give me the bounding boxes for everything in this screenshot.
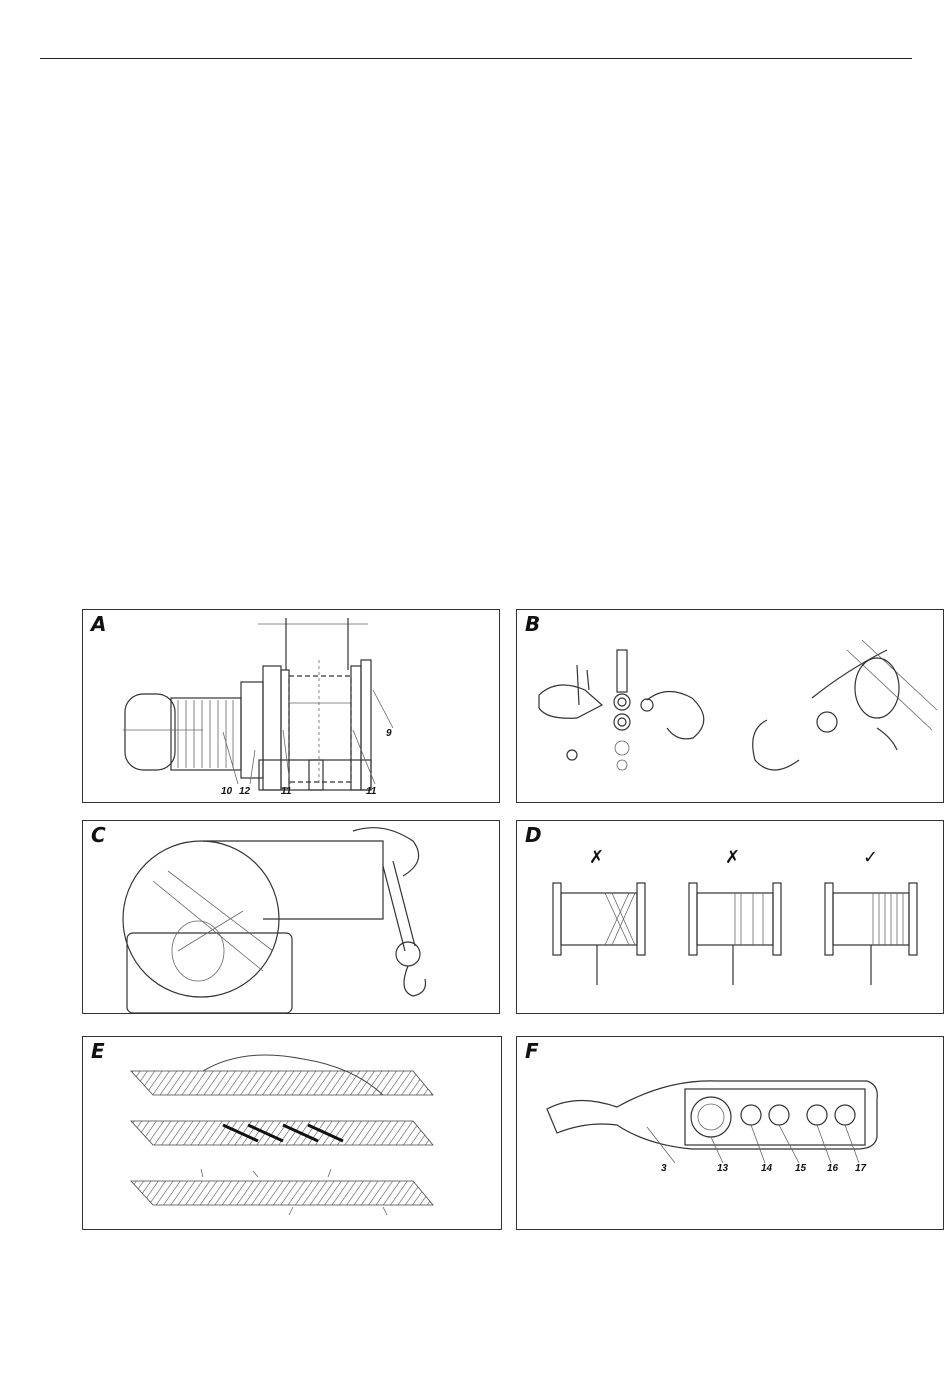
panel-label: A [91, 612, 107, 636]
callout-11-right: 11 [366, 786, 377, 797]
figure-panel-e [82, 1036, 502, 1230]
correct-mark: ✓ [863, 847, 879, 868]
rope-damage-drawing [83, 1037, 503, 1231]
figure-panel-d [516, 820, 944, 1014]
panel-label: E [91, 1039, 105, 1063]
callout-3: 3 [661, 1163, 667, 1174]
callout-17: 17 [855, 1163, 867, 1174]
callout-14: 14 [761, 1163, 773, 1174]
callout-16: 16 [827, 1163, 839, 1174]
figure-panel-a [82, 609, 500, 803]
incorrect-mark: ✗ [725, 847, 741, 868]
callout-10: 10 [221, 786, 233, 797]
figure-panel-b [516, 609, 944, 803]
callout-15: 15 [795, 1163, 807, 1174]
figure-panel-f [516, 1036, 944, 1230]
panel-label: B [525, 612, 541, 636]
pendant-control-drawing [517, 1037, 945, 1231]
callout-9: 9 [386, 728, 392, 739]
panel-label: C [91, 823, 106, 847]
incorrect-mark: ✗ [589, 847, 605, 868]
panel-label: D [525, 823, 542, 847]
figure-panel-c [82, 820, 500, 1014]
callout-13: 13 [717, 1163, 729, 1174]
header-rule [40, 58, 912, 59]
winch-assembly-drawing [83, 610, 501, 804]
callout-11: 11 [281, 786, 292, 797]
hook-assembly-drawing [517, 610, 945, 804]
callout-12: 12 [239, 786, 251, 797]
rope-inspection-drawing [83, 821, 501, 1015]
panel-label: F [525, 1039, 539, 1063]
